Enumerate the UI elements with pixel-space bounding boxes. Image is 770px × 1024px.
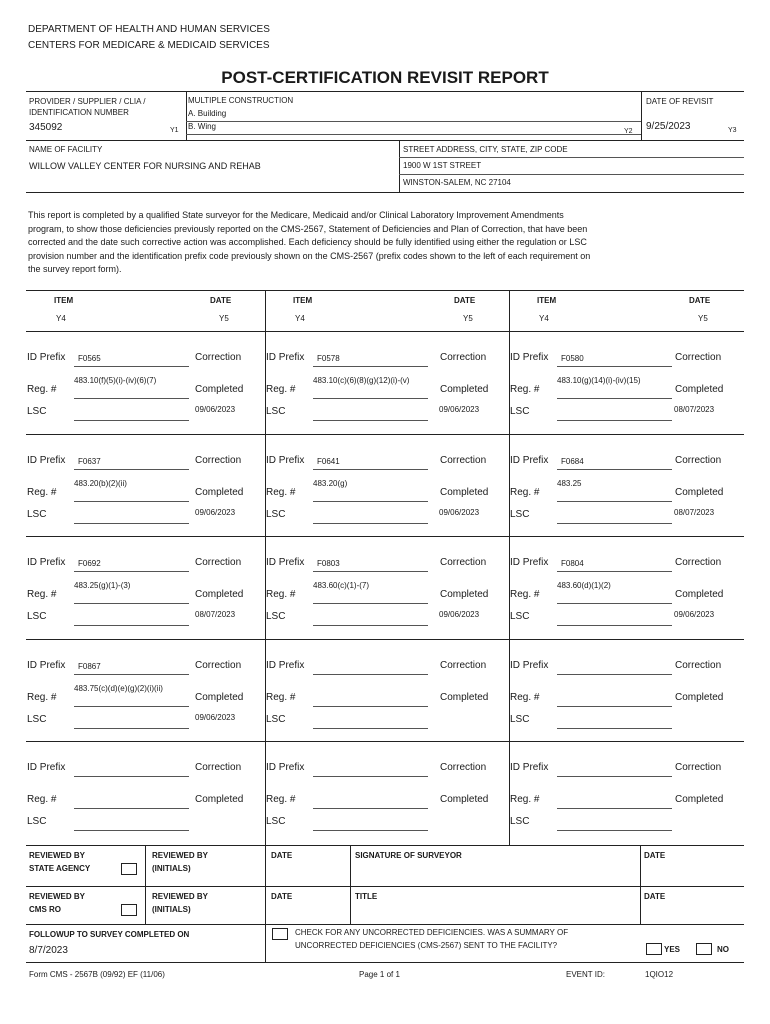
reg-number-value[interactable]: 483.10(g)(14)(i)-(iv)(15) [557,376,641,385]
id-prefix-label: ID Prefix [510,660,549,671]
construction-code: Y2 [624,128,633,135]
reg-number-value[interactable]: 483.20(g) [313,479,348,488]
reg-number-field[interactable] [557,706,672,707]
lsc-label: LSC [266,714,286,725]
initials-label-2: (INITIALS) [152,905,191,914]
completed-label: Completed [440,692,489,703]
uncorrected-checkbox[interactable] [272,928,288,940]
lsc-label: LSC [510,816,530,827]
completed-label: Completed [440,589,489,600]
completed-date[interactable]: 09/06/2023 [195,405,236,414]
lsc-field[interactable] [74,728,189,729]
completed-date[interactable]: 08/07/2023 [674,405,715,414]
id-prefix-field[interactable] [313,776,428,777]
grid-rule [26,536,744,537]
correction-label: Correction [195,352,242,363]
event-id-value: 1QIO12 [645,970,674,979]
completed-label: Completed [440,794,489,805]
correction-label: Correction [195,557,242,568]
id-prefix-value[interactable]: F0803 [317,559,340,568]
revisit-date: 9/25/2023 [646,121,691,132]
reg-number-field[interactable] [313,808,428,809]
instruction-line: corrected and the date such corrective action was accomplished. Each deficiency should be fully identified using either the regulation or LSC [28,237,587,247]
completed-label: Completed [675,692,724,703]
lsc-label: LSC [266,509,286,520]
correction-label: Correction [675,455,722,466]
yes-label: YES [664,945,681,954]
instruction-line: provision number and the identification prefix code previously shown on the CMS-2567 (prefix codes shown to the left of each requirement on [28,250,591,261]
lsc-field[interactable] [313,523,428,524]
reg-number-field[interactable] [74,808,189,809]
id-prefix-field[interactable] [74,571,189,572]
grid-rule [26,290,744,291]
reg-number-label: Reg. # [266,487,296,498]
lsc-field[interactable] [557,728,672,729]
reg-number-field[interactable] [74,706,189,707]
reg-number-label: Reg. # [27,589,57,600]
id-prefix-value[interactable]: F0641 [317,457,340,466]
lsc-field[interactable] [557,523,672,524]
correction-label: Correction [440,455,487,466]
construction-label: MULTIPLE CONSTRUCTION [188,96,294,105]
lsc-label: LSC [27,406,47,417]
completed-label: Completed [675,384,724,395]
reg-number-label: Reg. # [266,692,296,703]
completed-label: Completed [440,487,489,498]
revisit-date-label: DATE OF REVISIT [646,97,714,106]
correction-label: Correction [675,660,722,671]
completed-date[interactable]: 09/06/2023 [195,508,236,517]
completed-date[interactable]: 08/07/2023 [674,508,715,517]
event-id-label: EVENT ID: [566,970,605,979]
reg-number-label: Reg. # [510,487,540,498]
id-prefix-label: ID Prefix [27,557,66,568]
cms-ro-label: CMS RO [29,905,61,914]
state-agency-checkbox[interactable] [121,863,137,875]
form-title: POST-CERTIFICATION REVISIT REPORT [221,68,549,87]
id-prefix-label: ID Prefix [510,352,549,363]
uncorrected-question-line2: UNCORRECTED DEFICIENCIES (CMS-2567) SENT TO THE FACILITY? [295,941,558,950]
id-prefix-field[interactable] [557,674,672,675]
lsc-label: LSC [510,714,530,725]
date-code: Y5 [219,314,229,323]
id-prefix-label: ID Prefix [27,762,66,773]
item-code: Y4 [295,314,305,323]
id-prefix-value[interactable]: F0684 [561,457,584,466]
revisit-code: Y3 [728,127,737,134]
lsc-label: LSC [266,611,286,622]
correction-label: Correction [440,352,487,363]
id-prefix-field[interactable] [74,366,189,367]
signature-label: SIGNATURE OF SURVEYOR [355,851,462,860]
grid-rule [26,434,744,435]
id-prefix-value[interactable]: F0637 [78,457,101,466]
reg-number-value[interactable]: 483.60(c)(1)-(7) [313,581,370,590]
grid-rule [26,639,744,640]
lsc-field[interactable] [313,728,428,729]
id-prefix-label: ID Prefix [510,455,549,466]
lsc-label: LSC [510,406,530,417]
item-code: Y4 [539,314,549,323]
grid-rule [26,331,744,332]
reg-number-label: Reg. # [27,487,57,498]
id-prefix-field[interactable] [313,674,428,675]
yes-checkbox[interactable] [646,943,662,955]
date-label-1: DATE [271,851,293,860]
date-header: DATE [454,296,476,305]
date-label-2: DATE [644,851,666,860]
provider-label-2: IDENTIFICATION NUMBER [29,108,129,117]
lsc-label: LSC [266,406,286,417]
correction-label: Correction [195,762,242,773]
completed-label: Completed [675,589,724,600]
reg-number-field[interactable] [557,398,672,399]
reg-number-value[interactable]: 483.25(g)(1)-(3) [74,581,131,590]
date-label-3: DATE [271,892,293,901]
id-prefix-label: ID Prefix [266,762,305,773]
reviewed-by-state-label: REVIEWED BY [29,851,86,860]
completed-date[interactable]: 09/06/2023 [439,405,480,414]
id-prefix-field[interactable] [313,366,428,367]
id-prefix-value[interactable]: F0804 [561,559,584,568]
reviewed-initials-label: REVIEWED BY [152,851,209,860]
id-prefix-field[interactable] [74,674,189,675]
id-prefix-label: ID Prefix [266,660,305,671]
lsc-field[interactable] [74,420,189,421]
reg-number-label: Reg. # [510,589,540,600]
reg-number-field[interactable] [313,603,428,604]
lsc-field[interactable] [313,625,428,626]
construction-wing: B. Wing [188,122,217,131]
address-label: STREET ADDRESS, CITY, STATE, ZIP CODE [403,145,568,154]
id-prefix-value[interactable]: F0867 [78,662,101,671]
form-number: Form CMS - 2567B (09/92) EF (11/06) [29,970,165,979]
reg-number-value[interactable]: 483.60(d)(1)(2) [557,581,611,590]
reg-number-label: Reg. # [27,384,57,395]
reg-number-label: Reg. # [266,794,296,805]
lsc-field[interactable] [557,830,672,831]
correction-label: Correction [675,557,722,568]
date-code: Y5 [463,314,473,323]
reg-number-label: Reg. # [266,384,296,395]
provider-code: Y1 [170,127,179,134]
reviewed-initials-label-2: REVIEWED BY [152,892,209,901]
no-label: NO [717,945,729,954]
correction-label: Correction [675,352,722,363]
item-header: ITEM [537,296,557,305]
reg-number-label: Reg. # [266,589,296,600]
reg-number-value[interactable]: 483.10(c)(6)(8)(g)(12)(i)-(v) [313,376,410,385]
lsc-field[interactable] [557,625,672,626]
completed-label: Completed [195,794,244,805]
id-prefix-label: ID Prefix [27,660,66,671]
item-header: ITEM [54,296,74,305]
lsc-label: LSC [27,509,47,520]
department-name: DEPARTMENT OF HEALTH AND HUMAN SERVICES [28,24,270,35]
id-prefix-label: ID Prefix [266,455,305,466]
completed-label: Completed [440,384,489,395]
id-prefix-field[interactable] [313,469,428,470]
id-prefix-label: ID Prefix [266,557,305,568]
id-prefix-field[interactable] [313,571,428,572]
address-line1: 1900 W 1ST STREET [403,161,482,170]
lsc-field[interactable] [74,830,189,831]
lsc-label: LSC [27,816,47,827]
id-prefix-field[interactable] [557,469,672,470]
completed-date[interactable]: 09/06/2023 [439,610,480,619]
id-prefix-field[interactable] [74,776,189,777]
date-header: DATE [689,296,711,305]
page-number: Page 1 of 1 [359,970,400,979]
id-prefix-value[interactable]: F0578 [317,354,340,363]
id-prefix-label: ID Prefix [266,352,305,363]
grid-rule [26,741,744,742]
reg-number-label: Reg. # [27,692,57,703]
reg-number-value[interactable]: 483.25 [557,479,582,488]
date-label-4: DATE [644,892,666,901]
id-prefix-label: ID Prefix [27,352,66,363]
completed-date[interactable]: 08/07/2023 [195,610,236,619]
reg-number-label: Reg. # [510,384,540,395]
item-header: ITEM [293,296,313,305]
reviewed-by-cms-label: REVIEWED BY [29,892,86,901]
lsc-label: LSC [27,611,47,622]
provider-number: 345092 [29,122,63,133]
completed-label: Completed [195,589,244,600]
id-prefix-field[interactable] [74,469,189,470]
reg-number-field[interactable] [74,603,189,604]
correction-label: Correction [195,455,242,466]
facility-label: NAME OF FACILITY [29,145,103,154]
reg-number-field[interactable] [313,706,428,707]
reg-number-field[interactable] [74,398,189,399]
reg-number-field[interactable] [557,501,672,502]
lsc-field[interactable] [313,830,428,831]
provider-label: PROVIDER / SUPPLIER / CLIA / [29,97,146,106]
correction-label: Correction [440,557,487,568]
followup-label: FOLLOWUP TO SURVEY COMPLETED ON [29,930,190,939]
instruction-line: This report is completed by a qualified State surveyor for the Medicare, Medicaid and/or Clinical Laboratory Improvement Amendments [28,210,564,220]
completed-label: Completed [195,487,244,498]
id-prefix-label: ID Prefix [510,557,549,568]
correction-label: Correction [675,762,722,773]
date-header: DATE [210,296,232,305]
lsc-field[interactable] [557,420,672,421]
lsc-field[interactable] [74,523,189,524]
id-prefix-value[interactable]: F0565 [78,354,101,363]
reg-number-field[interactable] [313,398,428,399]
id-prefix-value[interactable]: F0580 [561,354,584,363]
date-code: Y5 [698,314,708,323]
lsc-label: LSC [510,611,530,622]
completed-date[interactable]: 09/06/2023 [195,713,236,722]
reg-number-label: Reg. # [510,692,540,703]
completed-label: Completed [195,692,244,703]
reg-number-value[interactable]: 483.10(f)(5)(i)-(iv)(6)(7) [74,376,157,385]
lsc-label: LSC [510,509,530,520]
correction-label: Correction [440,762,487,773]
item-code: Y4 [56,314,66,323]
completed-label: Completed [195,384,244,395]
followup-date: 8/7/2023 [29,945,68,956]
reg-number-label: Reg. # [27,794,57,805]
title-label: TITLE [355,892,378,901]
lsc-label: LSC [27,714,47,725]
instruction-line: the survey report form). [28,264,122,274]
completed-label: Completed [675,487,724,498]
uncorrected-question-line1: CHECK FOR ANY UNCORRECTED DEFICIENCIES. WAS A SUMMARY OF [295,928,569,937]
id-prefix-field[interactable] [557,366,672,367]
instructions-text [28,209,748,277]
construction-building: A. Building [188,109,227,118]
correction-label: Correction [195,660,242,671]
lsc-field[interactable] [313,420,428,421]
id-prefix-field[interactable] [557,571,672,572]
initials-label: (INITIALS) [152,864,191,873]
completed-label: Completed [675,794,724,805]
correction-label: Correction [440,660,487,671]
id-prefix-label: ID Prefix [27,455,66,466]
lsc-label: LSC [266,816,286,827]
address-line2: WINSTON-SALEM, NC 27104 [403,178,511,187]
lsc-field[interactable] [74,625,189,626]
completed-date[interactable]: 09/06/2023 [674,610,715,619]
completed-date[interactable]: 09/06/2023 [439,508,480,517]
reg-number-field[interactable] [557,808,672,809]
reg-number-value[interactable]: 483.20(b)(2)(ii) [74,479,127,488]
no-checkbox[interactable] [696,943,712,955]
state-agency-label: STATE AGENCY [29,864,91,873]
reg-number-label: Reg. # [510,794,540,805]
instruction-line: program, to show those deficiencies previously reported on the CMS-2567, Statement of Deficiencies and Plan of Correction, that have been [28,223,588,234]
id-prefix-field[interactable] [557,776,672,777]
facility-name: WILLOW VALLEY CENTER FOR NURSING AND REHAB [29,161,261,171]
reg-number-field[interactable] [313,501,428,502]
cms-ro-checkbox[interactable] [121,904,137,916]
id-prefix-value[interactable]: F0692 [78,559,101,568]
reg-number-field[interactable] [74,501,189,502]
centers-name: CENTERS FOR MEDICARE & MEDICAID SERVICES [28,40,270,51]
id-prefix-label: ID Prefix [510,762,549,773]
reg-number-field[interactable] [557,603,672,604]
reg-number-value[interactable]: 483.75(c)(d)(e)(g)(2)(i)(ii) [74,684,163,693]
